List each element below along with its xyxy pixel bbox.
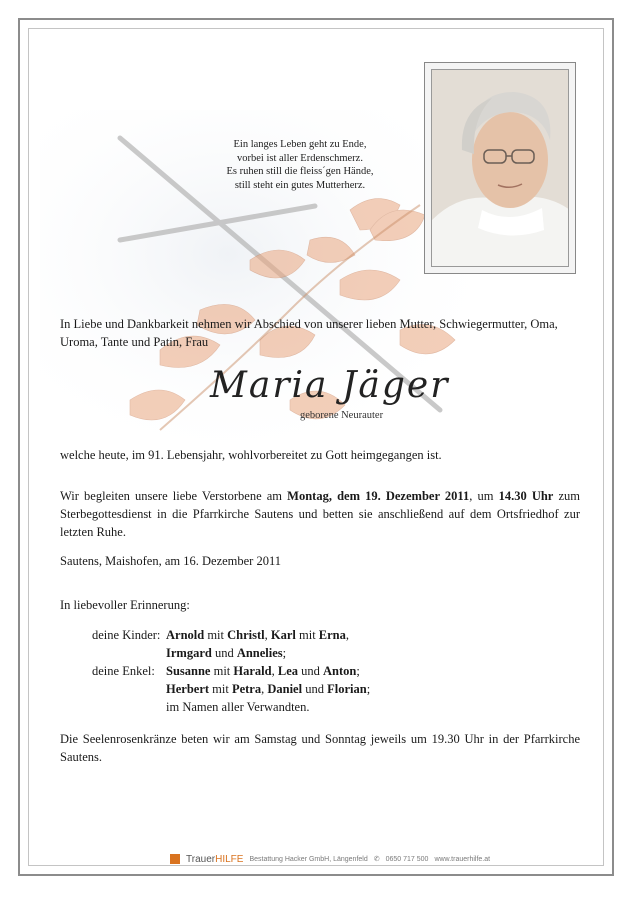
- phone-icon: ✆: [373, 856, 380, 863]
- funeral-text: [60, 487, 580, 541]
- verse-line: vorbei ist aller Erdenschmerz.: [237, 152, 363, 164]
- portrait-photo: [431, 69, 569, 267]
- funeral-time: 14.30 Uhr: [498, 489, 554, 503]
- grandchildren-line: Susanne mit Harald, Lea und Anton;: [166, 664, 360, 678]
- birth-name: geborene Neurauter: [300, 410, 384, 421]
- trauerhilfe-logo-icon: [170, 854, 180, 864]
- rosary-text: Die Seelenrosenkränze beten wir am Samstag und Sonntag jeweils um 19.30 Uhr in der Pfarrkirche Sautens.: [60, 732, 580, 764]
- funeral-text-part: , um: [469, 489, 499, 503]
- trauerhilfe-logo: TrauerHILFE: [186, 853, 244, 865]
- portrait-frame: [424, 62, 576, 274]
- children-line: Irmgard und Annelies;: [166, 646, 287, 660]
- death-text: welche heute, im 91. Lebensjahr, wohlvorbereitet zu Gott heimgegangen ist.: [60, 448, 442, 462]
- footer: [170, 852, 490, 866]
- funeral-text-part: Wir begleiten unsere liebe Verstorbene am: [60, 489, 288, 503]
- grandchildren-label: deine Enkel:: [92, 664, 155, 678]
- verse-line: Ein langes Leben geht zu Ende,: [233, 139, 367, 150]
- relatives-closing: im Namen aller Verwandten.: [166, 700, 310, 714]
- deceased-name: Maria Jäger: [210, 365, 450, 406]
- funeral-date: Montag, dem 19. Dezember 2011: [287, 489, 470, 503]
- verse-line: Es ruhen still die fleiss´gen Hände,: [226, 166, 374, 177]
- footer-web[interactable]: www.trauerhilfe.at: [434, 855, 491, 863]
- funeral-text-part: zum Sterbegottesdienst in die Pfarrkirche Sautens und betten sie anschließend auf dem Ortsfriedhof zur letzten Ruhe.: [60, 489, 580, 539]
- footer-phone: 0650 717 500: [385, 855, 429, 863]
- children-label: deine Kinder:: [92, 628, 161, 642]
- children-line: Arnold mit Christl, Karl mit Erna,: [166, 628, 350, 642]
- verse-line: still steht ein gutes Mutterherz.: [234, 179, 366, 191]
- memory-heading: In liebevoller Erinnerung:: [60, 598, 190, 612]
- intro-text: In Liebe und Dankbarkeit nehmen wir Abschied von unserer lieben Mutter, Schwiegermutter, Oma, Uroma, Tante und Patin, Frau: [60, 317, 558, 349]
- verse: [180, 138, 420, 192]
- place-date: Sautens, Maishofen, am 16. Dezember 2011: [60, 554, 282, 568]
- footer-company: Bestattung Hacker GmbH, Längenfeld: [249, 855, 368, 863]
- grandchildren-line: Herbert mit Petra, Daniel und Florian;: [166, 682, 371, 696]
